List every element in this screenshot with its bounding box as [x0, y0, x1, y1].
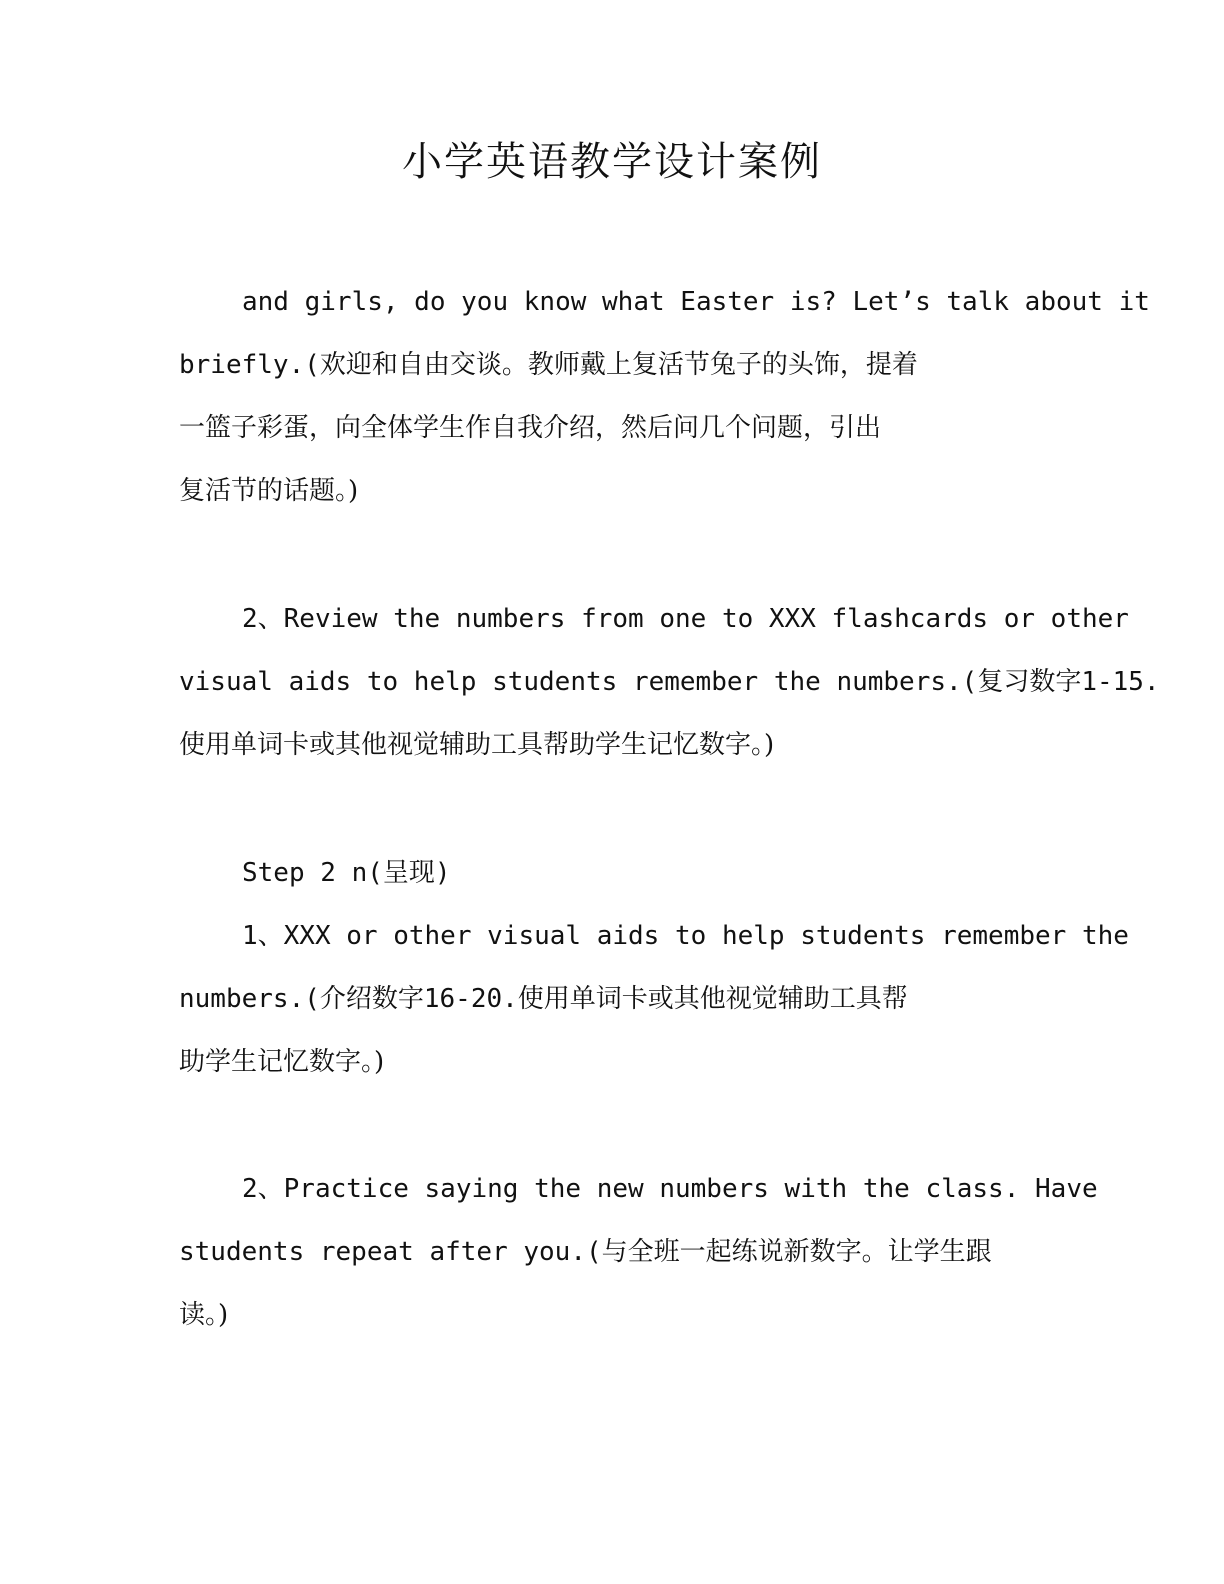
paragraph-2-line-2: visual aids to help students remember the numbers.(复习数字1-15. [179, 667, 1160, 697]
paragraph-1-line-2: briefly.(欢迎和自由交谈。教师戴上复活节兔子的头饰，提着 [179, 350, 918, 380]
paragraph-3-line-3: numbers.(介绍数字16-20.使用单词卡或其他视觉辅助工具帮 [179, 984, 908, 1014]
paragraph-1-line-3: 一篮子彩蛋，向全体学生作自我介绍，然后问几个问题，引出 [179, 413, 882, 443]
paragraph-1-line-4: 复活节的话题。) [179, 476, 359, 506]
paragraph-4-line-2: students repeat after you.(与全班一起练说新数字。让学生跟 [179, 1237, 992, 1267]
paragraph-2-line-3: 使用单词卡或其他视觉辅助工具帮助学生记忆数字。) [179, 730, 775, 760]
paragraph-1-line-1: and girls, do you know what Easter is? Let’s talk about it [242, 287, 1150, 317]
step-2-heading: Step 2 n(呈现) [242, 858, 451, 888]
paragraph-2-line-1: 2、Review the numbers from one to XXX flashcards or other [242, 604, 1129, 634]
paragraph-3-line-2: 1、XXX or other visual aids to help students remember the [242, 921, 1129, 951]
paragraph-3-line-4: 助学生记忆数字。) [179, 1047, 385, 1077]
document-title: 小学英语教学设计案例 [402, 139, 822, 185]
paragraph-4-line-3: 读。) [179, 1300, 229, 1330]
paragraph-4-line-1: 2、Practice saying the new numbers with the class. Have [242, 1174, 1098, 1204]
